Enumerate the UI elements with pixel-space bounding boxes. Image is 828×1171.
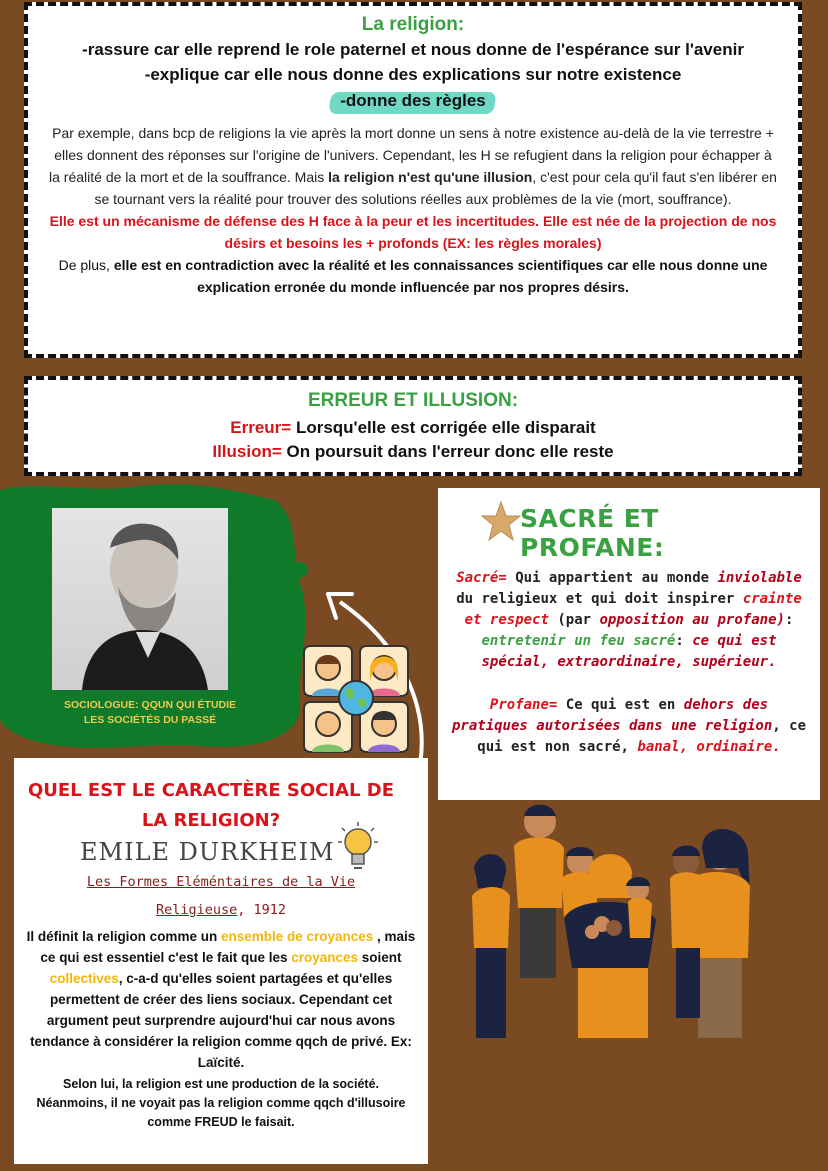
dp2: ensemble de croyances (220, 929, 374, 944)
star-icon (480, 500, 522, 542)
author-name: EMILE DURKHEIM (80, 838, 335, 866)
para2-text: De plus, (58, 257, 114, 273)
religion-point-regles: -donne des règles (336, 88, 489, 114)
dp7: , c-a-d qu'elles soient partagées et qu'elles permettent de créer des liens sociaux. Cependant cet argument peut surprendre aujourd'hui car nous avons tendance à considérer la religion comme qqch de privé. Ex: Laïcité. (30, 971, 412, 1070)
sacre-text-7: : (784, 612, 794, 628)
religion-title: La religion: (361, 14, 465, 35)
social-character-box (14, 758, 428, 1164)
people-holding-hands-illustration (452, 798, 762, 1058)
erreur-text: Lorsqu'elle est corrigée elle disparait (291, 418, 596, 437)
profane-text-2: dehors des pratiques autorisées dans une religion (451, 697, 773, 734)
sacre-text-10: ce qui est spécial, extraordinaire, supérieur. (481, 633, 777, 670)
illusion-text: On poursuit dans l'erreur donc elle reste (281, 442, 614, 461)
dp5: soient (358, 950, 402, 965)
sacre-text-4: crainte et respect (464, 591, 802, 628)
illusion-line (28, 442, 798, 462)
sacre-text-3: du religieux et qui doit inspirer (456, 591, 743, 607)
religion-point-explique: -explique car elle nous donne des explications sur notre existence (144, 65, 682, 84)
sacre-text-2: inviolable (717, 570, 802, 586)
durkheim-paragraph-2: Selon lui, la religion est une production de la société. Néanmoins, il ne voyait pas la religion comme qqch d'illusoire comme FREUD le faisait. (36, 1077, 406, 1129)
sacre-definition (448, 568, 810, 673)
book-title-line2: Religieuse (155, 902, 238, 918)
profane-text-1: Ce qui est en (557, 697, 684, 713)
error-illusion-box (24, 376, 802, 476)
dp3: , mais ce qui est essentiel c'est le fait que les (40, 929, 416, 965)
durkheim-portrait (52, 508, 228, 690)
book-title-2 (26, 896, 416, 924)
sacre-text-1: Qui appartient au monde (506, 570, 718, 586)
para1-text-end: , c'est pour cela qu'il faut s'en libérer en se tournant vers la réalité pour trouver des solutions réelles aux problèmes de la vie (mort, souffrance). (94, 169, 777, 207)
sacre-text-5: (par (548, 612, 600, 628)
para2-bold: elle est en contradiction avec la réalité et les connaissances scientifiques car elle nous donne une explication erronée du monde influencée par nos propres désirs. (113, 257, 768, 295)
religion-box (24, 2, 802, 358)
dp6: collectives (49, 971, 119, 986)
religion-paragraph-2 (48, 254, 778, 298)
erreur-label: Erreur= (230, 418, 292, 437)
religion-point-rassure: -rassure car elle reprend le role paternel et nous donne de l'espérance sur l'avenir (82, 40, 744, 59)
durkheim-paragraph-1 (26, 926, 416, 1073)
sacre-profane-box (438, 488, 820, 800)
profane-text-3: , ce qui est non sacré, (477, 718, 806, 755)
sacre-label: Sacré= (456, 570, 507, 586)
sacre-text-6: opposition au profane) (599, 612, 785, 628)
book-year: , 1912 (237, 902, 287, 918)
profane-text-4: banal, ordinaire. (637, 739, 781, 755)
religion-red-paragraph: Elle est un mécanisme de défense des H face à la peur et les incertitudes. Elle est née de la projection de nos désirs et besoins les + profonds (EX: les règles morales) (49, 213, 777, 251)
para1-bold: la religion n'est qu'une illusion (328, 169, 533, 185)
community-people-icon (300, 640, 412, 756)
erreur-line (28, 418, 798, 438)
profane-definition (448, 695, 810, 758)
sacre-profane-title: SACRÉ ET PROFANE: (520, 504, 665, 562)
sacre-text-9: : (675, 633, 693, 649)
dp1: Il définit la religion comme un (26, 929, 221, 944)
dp4: croyances (291, 950, 359, 965)
para1-text: Par exemple, dans bcp de religions la vie après la mort donne un sens à notre existence au-delà de la vie terrestre + elles donnent des réponses sur l'origine de l'univers. Cependant, les H se refugient dans la religion pour échapper à la réalité de la mort et de la souffrance. Mais (49, 125, 774, 185)
book-title (26, 868, 416, 896)
error-illusion-title: ERREUR ET ILLUSION: (307, 390, 519, 411)
lightbulb-icon (336, 820, 380, 872)
sacre-text-8: entretenir un feu sacré (481, 633, 676, 649)
sociologue-caption: SOCIOLOGUE: QQUN QUI ÉTUDIE LES SOCIÉTÉS DU PASSÉ (63, 699, 237, 726)
religion-paragraph-1 (48, 122, 778, 210)
illusion-label: Illusion= (212, 442, 282, 461)
profane-label: Profane= (489, 697, 558, 713)
book-title-line1: Les Formes Eléméntaires de la Vie (86, 874, 356, 890)
social-title: QUEL EST LE CARACTÈRE SOCIAL DE LA RELIGION? (27, 780, 394, 831)
